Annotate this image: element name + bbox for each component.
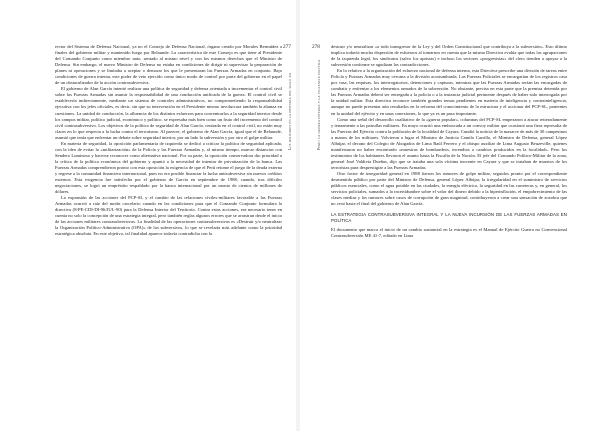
page-number: 277	[283, 44, 291, 50]
paragraph: En lo relativo a la organización del esfuerzo nacional de defensa interna, esta Directiva prescribe una división de tareas entre Policía y Fuerzas Armadas muy cercana a la división acostumbrada. Las Fuerzas Policiales se encargarían de los registros casa por casa, las requisas, los interrogatorios, detenciones y capturas, mientras que las Fuerzas Armadas serían las encargadas de combatir y enfrentar a los elementos armados de la subversión. No obstante, precisa en esta parte que la premisa detenida por las Fuerzas Armadas deberá ser entregada a la policía o a la instancia judicial pertinente después de haber sido interrogada por la unidad militar. Esta directiva reconoce también grandes temas pendientes en materia de inteligencia y contrainteligencia, aunque no puede presentar aún resultados en la reforma del conocimiento de la estructura y el accionar del PCP-SL, ponientes en la unidad del ejército y en unas conexiones, lo que ya es un paso importante.	[331, 68, 567, 116]
running-head-text: Los militares en la historia del siglo xx	[288, 72, 292, 150]
running-head	[317, 60, 321, 150]
paragraph: El documento que marca el inicio de un cambio sustancial en la estrategia es el Manual de Ejército Guerra no Convencional Contrasubversión ME 41-7, editado en Lima	[331, 226, 567, 238]
paragraph: destruir y/o neutralizar «a todo transgresor de la Ley y del Orden Constitucional que contribuya a la subversión». Esto último implica todavía mucha dispersión de esfuerzos al tomarnos en cuenta que la misma Directiva evalúa que todas las agrupaciones de la izquierda legal, los sindicatos (salvo los apristas) e incluso los sectores «progresistas» del clero tienden a apoyar a la subversión conforme se agudizan las contradicciones.	[331, 44, 567, 68]
running-head-text: Perú: la guerra interna y la violencia política	[317, 59, 321, 150]
paragraph: rector del Sistema de Defensa Nacional, ya no el Consejo de Defensa Nacional, órgano creado por Morales Bermúdez a finales del gobierno militar y mantenido luego por Belaunde. La característica de este Consejo es que tiene al Presidente del Comando Conjunto como miembro nato, sentado al mismo nivel y con los mismos derechos que el Ministro de Defensa. Sin embargo, el nuevo Ministro de Defensa no estaba en condiciones de dirigir ni supervisar la preparación de planes ni operaciones y se limitaba a aceptar o demorar los que le presentaran las Fuerzas Armadas en conjunto. Bajo condiciones de guerra interna, este poder de veto ejercido como único modo de control por parte del gobierno en el papel de un obstaculizador de la acción contrasubversiva.	[55, 44, 282, 86]
paragraph: Como una señal del desarrollo cualitativo de la «guerra popular», columnas del PCP-SL empezaron a atacar reiteradamente y tenazmente a las patrullas militares. En mayo ocurrió una emboscada a un convoy militar que ocasionó una fiera represalia de las Fuerzas del Ejército contra la población de la localidad de Cayara. Cundió la noticia de la masacre de más de 30 campesinos a manos de los militares. Volvieron a lugar el Ministro de Justicia Camilo Carrillo, el Ministro de Defensa, general López Albújar, el decano del Colegio de Abogados de Lima Raúl Ferrero y el obispo auxiliar de Lima Augusto Beuzeville, quienes manifestaron no haber encontrado «muestras de bombardeos, incendios o cambios producidos en la localidad». Pero los testimonios de los habitantes llevaron el asunto hasta la Fiscalía de la Nación. El jefe del Comando Político-Militar de la zona, general José Valdivia Dueñas, dijo que se trataba una sola víctima inocente en Cayara y que se trataban de muertos de los terroristas para desprestigiar a las Fuerzas Armadas.	[331, 116, 567, 170]
text-column	[331, 44, 567, 239]
paragraph: El gobierno de Alan García intentó realizar una política de seguridad y defensa orientada a incrementar el control civil sobre las Fuerzas Armadas sin asumir la responsabilidad de una conducción unificada de la guerra. El control civil se establecería indirectamente, mediante un sistema de controles administrativos, no comprometiendo la responsabilidad ejecutiva con los jefes oficiales, es decir, sin que su intervención en el Presidente mismo involucrara también la alianza en cuestiones. La unidad de conducción, la afluencia de los distintos esfuerzos para concentrarlos a la seguridad interior desde los campos militar, político judicial, económico y político, se expresaba más bien como un fruto del incremento del control civil contrasubversivo. Los objetivos de la política de seguridad de Alan García, centrada en el control civil, no están muy claros en lo que respecta a la lucha contra el terrorismo. Al parecer, el gobierno de Alan García, igual que el de Belaunde, asumió que tenía que enfrentar un debate sobre seguridad interior, por un lado la subversión y por otro el golpe militar.	[55, 86, 282, 140]
left-page	[0, 0, 296, 431]
page-number: 278	[312, 44, 320, 50]
paragraph: La expansión de las acciones del PCP-SL y el cambio de las relaciones civiles-militares favorable a las Fuerzas Armadas ocurrió a raíz del motín carcelario cuando en las condiciones para que el Comando Conjunto formulara la directiva (8-PE-CDI-DI-96/JUL-90) para la Defensa Interior del Territorio. Contra estas acciones, era necesario tener en cuenta no solo la concepción de una estrategia integral, pero también reglas algunos errores que se arrastran desde el inicio de las acciones militares contrasubversivas. La finalidad de las operaciones contrasubversivas es «Destruir y/o neutralizar la Organización Político-Administrativa (OPA)» de los subversivos, lo que se revelaría más adelante como la prioridad estratégica absoluta. En este objetivo, tal finalidad aparece todavía contradicha con la	[55, 195, 282, 237]
right-page	[300, 0, 600, 431]
running-head	[288, 73, 292, 150]
section-heading: LA ESTRATEGIA CONTRASUBVERSIVA INTEGRAL Y LA NUEVA INCURSIÓN DE LAS FUERZAS ARMADAS EN POLÍTICA	[331, 212, 567, 224]
paragraph: Otro factor de inseguridad general en 1988 fueron los rumores de golpe militar, seguidos pronto por el correspondiente desmentido público por parte del Ministro de Defensa, general López Albújar, la irregularidad en el suministro de servicios públicos esenciales, como el agua potable en las ciudades, la energía eléctrica, la seguridad en las carreteras y, en general, los servicios policiales, sumados a la incertidumbre sobre el valor del dinero debido a la hiperinflación, el empobrecimiento de las clases medias y los rumores sobre casos de corrupción de gran magnitud, contribuyeron a crear una sensación de zozobra que no cesó hasta el final del gobierno de Alan García.	[331, 170, 567, 207]
text-column	[55, 44, 282, 238]
paragraph: En materia de seguridad, la oposición parlamentaria de izquierda se dedicó a criticar la política de seguridad aplicada, con la idea de evitar la «militarización» de la Policía y las Fuerzas Armadas y, al mismo tiempo, marcar distancias con Sendero Luminoso y hacerse reconocer como alternativa nacional. Por su parte, la oposición conservadora dio prioridad a la crítica de la política económica del gobierno y apuntó a la necesidad de intentar de privatización de la banca. Las Fuerzas Armadas comprendieron pronto con esta oposición la exigencia de que el Perú retome el juego de la deuda externa y regrese a la comunidad financiera internacional, pues no era posible financiar la lucha antisubversiva sin nuevos créditos externos. Esta exigencia fue satisfecha por el gobierno de García en septiembre de 1988, cuando, tras difíciles negociaciones, se logró un empréstito respaldado por la banca internacional por un monto de cientos de millones de dólares.	[55, 140, 282, 195]
